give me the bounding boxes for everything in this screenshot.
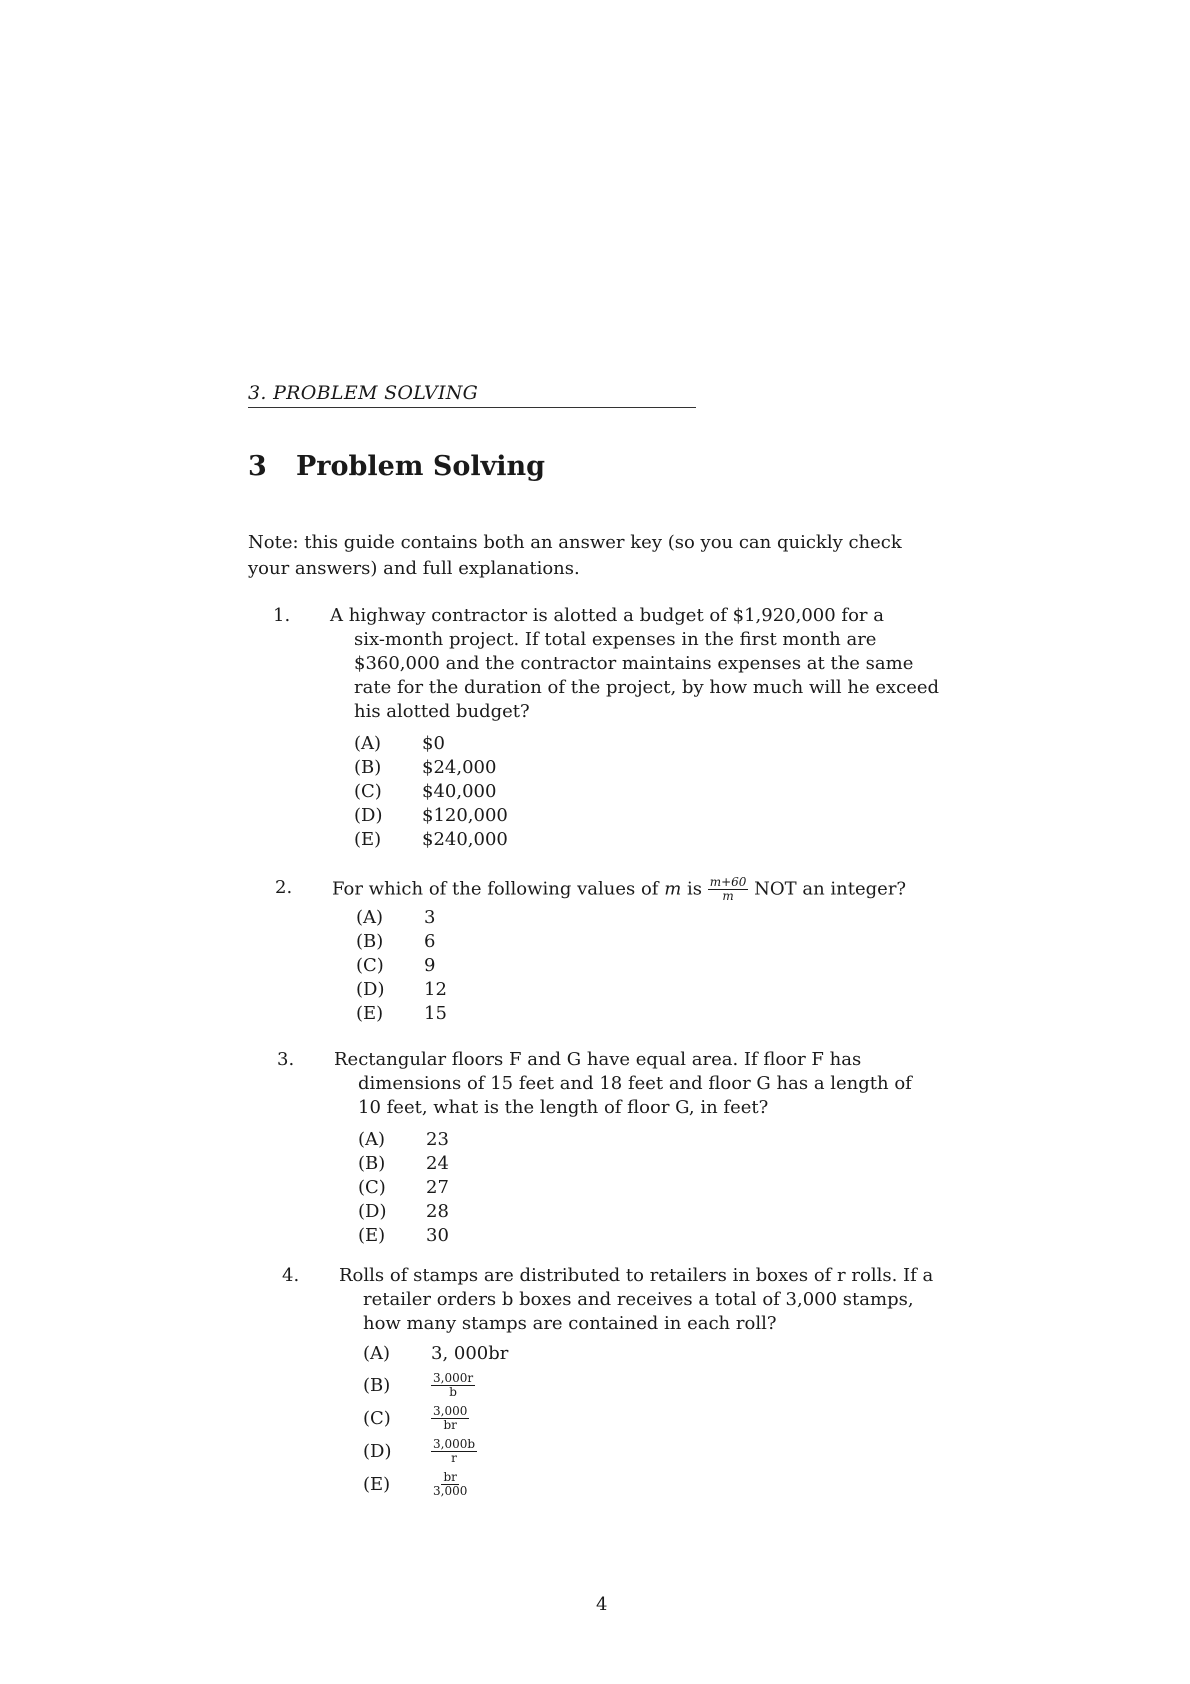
stem-line: A highway contractor is alotted a budget of $1,920,000 for a xyxy=(330,605,884,626)
fraction: $\frac{3,000b}{r}$ xyxy=(433,1437,476,1465)
answer-option: (C) $40,000 xyxy=(354,781,497,802)
answer-option: (E) $240,000 xyxy=(354,829,508,850)
stem-line: Rectangular floors F and G have equal area. If floor F has xyxy=(334,1049,862,1070)
section-title xyxy=(248,451,545,482)
question-3 xyxy=(277,1048,927,1248)
fraction: $\frac{br}{3,000}$ xyxy=(433,1470,468,1498)
fraction: $\frac{3,000r}{b}$ xyxy=(433,1371,474,1399)
question-4 xyxy=(282,1264,932,1504)
answer-option: (B) 6 xyxy=(356,931,436,952)
question-number: 1. xyxy=(273,605,291,626)
answer-option: (C) 27 xyxy=(358,1177,449,1198)
answer-option: (A) $0 xyxy=(354,733,445,754)
answer-option: (A) 3, 000br xyxy=(363,1343,509,1364)
stem-line: six-month project. If total expenses in the first month are xyxy=(354,629,877,650)
fraction: $\frac{3,000}{br}$ xyxy=(433,1404,468,1432)
answer-option: (D) $\frac{3,000b}{r}$ xyxy=(363,1437,476,1465)
question-1 xyxy=(273,604,940,850)
answer-option: (B) 24 xyxy=(358,1153,449,1174)
stem-line: his alotted budget? xyxy=(354,701,530,722)
section-title-text: Problem Solving xyxy=(296,451,546,482)
answer-option: (D) 28 xyxy=(358,1201,449,1222)
question-2 xyxy=(275,876,925,1026)
stem-line: rate for the duration of the project, by how much will he exceed xyxy=(354,677,940,698)
section-number: 3 xyxy=(248,451,267,482)
stem-line: Rolls of stamps are distributed to retailers in boxes of r rolls. If a xyxy=(339,1265,934,1286)
answer-option: (A) 3 xyxy=(356,907,436,928)
question-number: 2. xyxy=(275,877,293,898)
answer-option: (A) 23 xyxy=(358,1129,449,1150)
question-stem xyxy=(332,876,922,903)
answer-option: (B) $\frac{3,000r}{b}$ xyxy=(363,1371,474,1399)
answer-option: (C) 9 xyxy=(356,955,436,976)
running-head: 3. PROBLEM SOLVING xyxy=(248,382,696,408)
stem-line: retailer orders b boxes and receives a total of 3,000 stamps, xyxy=(363,1289,914,1310)
answer-option: (B) $24,000 xyxy=(354,757,497,778)
answer-option: (E) 30 xyxy=(358,1225,449,1246)
answer-option: (C) $\frac{3,000}{br}$ xyxy=(363,1404,468,1432)
stem-line: For which of the following values of m is $\frac{m+60}{m}$ NOT an integer? xyxy=(332,875,907,903)
fraction: $\frac{m+60}{m}$ xyxy=(709,875,747,903)
stem-line: how many stamps are contained in each roll? xyxy=(363,1313,777,1334)
note-paragraph: Note: this guide contains both an answer key (so you can quickly check your answers) and full explanations. xyxy=(248,532,902,579)
question-number: 4. xyxy=(282,1265,300,1286)
question-number: 3. xyxy=(277,1049,295,1070)
answer-option: (E) 15 xyxy=(356,1003,447,1024)
question-stem xyxy=(334,1048,924,1120)
answer-option: (D) $120,000 xyxy=(354,805,508,826)
answer-option: (D) 12 xyxy=(356,979,447,1000)
stem-line: $360,000 and the contractor maintains expenses at the same xyxy=(354,653,914,674)
question-stem xyxy=(339,1264,934,1336)
answer-option: (E) $\frac{br}{3,000}$ xyxy=(363,1470,468,1498)
question-stem xyxy=(330,604,940,724)
stem-line: 10 feet, what is the length of floor G, in feet? xyxy=(358,1097,769,1118)
page-number: 4 xyxy=(596,1594,608,1615)
stem-line: dimensions of 15 feet and 18 feet and floor G has a length of xyxy=(358,1073,912,1094)
